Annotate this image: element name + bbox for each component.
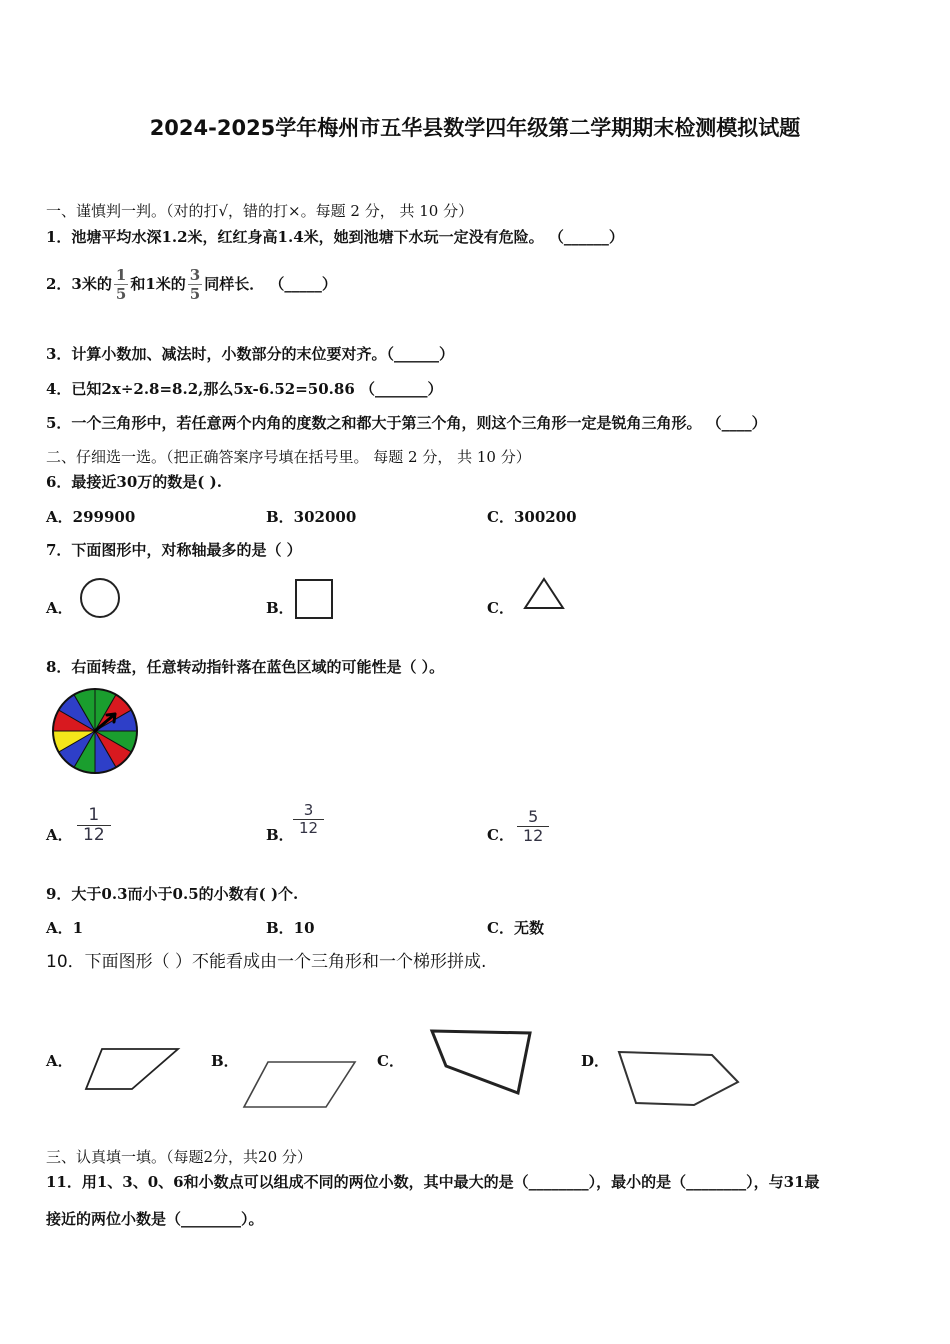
- question-6-option-b: B．302000: [266, 508, 357, 526]
- fraction-three-fifths: [188, 266, 202, 303]
- square-shape: [294, 578, 336, 622]
- fraction-one-twelfth: [77, 806, 111, 845]
- fraction-denominator: 5: [189, 284, 201, 303]
- fraction-denominator: 5: [115, 284, 127, 303]
- question-10: 10．下面图形（ ）不能看成由一个三角形和一个梯形拼成.: [46, 952, 487, 972]
- question-10-option-c: C．: [377, 1052, 404, 1070]
- question-8-option-c: C．: [487, 826, 514, 844]
- question-2-prefix: 2．3米的: [46, 275, 112, 293]
- question-8: 8．右面转盘，任意转动指针落在蓝色区域的可能性是（ ）。: [46, 658, 445, 676]
- parallelogram-shape-a: [82, 1044, 184, 1094]
- fraction-denominator: 12: [83, 825, 105, 845]
- question-7-option-c: C．: [487, 599, 514, 617]
- question-9-option-c: C．无数: [487, 919, 544, 937]
- fraction-three-twelfths: [293, 802, 324, 837]
- question-5: 5．一个三角形中，若任意两个内角的度数之和都大于第三个角，则这个三角形一定是锐角三角形。 （____）: [46, 414, 767, 432]
- circle-shape: [78, 577, 122, 621]
- fraction-denominator: 12: [299, 819, 319, 837]
- question-3: 3．计算小数加、减法时，小数部分的末位要对齐。（______）: [46, 345, 454, 363]
- parallelogram-shape-b: [240, 1058, 360, 1110]
- question-6: 6．最接近30万的数是( ).: [46, 473, 222, 491]
- fraction-five-twelfths: [517, 808, 549, 845]
- question-1: 1．池塘平均水深1.2米，红红身高1.4米，她到池塘下水玩一定没有危险。 （______）: [46, 228, 624, 246]
- question-10-option-a: A．: [46, 1052, 73, 1070]
- question-11-line-2: 接近的两位小数是（________）。: [46, 1210, 264, 1228]
- fraction-one-fifth: [114, 266, 128, 303]
- question-11-line-1: 11．用1、3、0、6和小数点可以组成不同的两位小数，其中最大的是（________），最小的是（________），与31最: [46, 1173, 820, 1191]
- question-7-option-a: A．: [46, 599, 73, 617]
- question-6-option-c: C．300200: [487, 508, 577, 526]
- triangle-shape: [522, 576, 568, 612]
- fraction-numerator: 1: [115, 265, 127, 284]
- section-3-heading: 三、认真填一填。（每题2分，共20 分）: [46, 1148, 312, 1166]
- pentagon-shape-d: [616, 1048, 744, 1110]
- question-9-option-a: A．1: [46, 919, 84, 937]
- fraction-numerator: 1: [77, 806, 111, 826]
- question-9-option-b: B．10: [266, 919, 315, 937]
- section-2-heading: 二、仔细选一选。（把正确答案序号填在括号里。 每题 2 分， 共 10 分）: [46, 448, 531, 466]
- question-2: [46, 262, 337, 306]
- question-7: 7．下面图形中，对称轴最多的是（ ）: [46, 541, 302, 559]
- question-6-option-a: A．299900: [46, 508, 136, 526]
- section-1-heading: 一、谨慎判一判。（对的打√，错的打×。每题 2 分， 共 10 分）: [46, 202, 474, 220]
- question-10-option-b: B．: [211, 1052, 239, 1070]
- question-10-option-d: D．: [581, 1052, 610, 1070]
- spinner-wheel: [50, 688, 142, 776]
- fraction-numerator: 5: [517, 808, 549, 827]
- question-2-suffix: 同样长． （_____）: [204, 275, 337, 293]
- question-8-option-a: A．: [46, 826, 73, 844]
- question-2-middle: 和1米的: [130, 275, 186, 293]
- quadrilateral-shape-c: [428, 1026, 536, 1098]
- fraction-denominator: 12: [523, 826, 544, 845]
- question-8-option-b: B．: [266, 826, 294, 844]
- question-4: 4．已知2x÷2.8=8.2,那么5x-6.52=50.86 （_______）: [46, 380, 443, 398]
- question-7-option-b: B．: [266, 599, 294, 617]
- question-9: 9．大于0.3而小于0.5的小数有( )个.: [46, 885, 299, 903]
- fraction-numerator: 3: [293, 802, 324, 820]
- fraction-numerator: 3: [189, 265, 201, 284]
- page-title: 2024-2025学年梅州市五华县数学四年级第二学期期末检测模拟试题: [149, 116, 801, 140]
